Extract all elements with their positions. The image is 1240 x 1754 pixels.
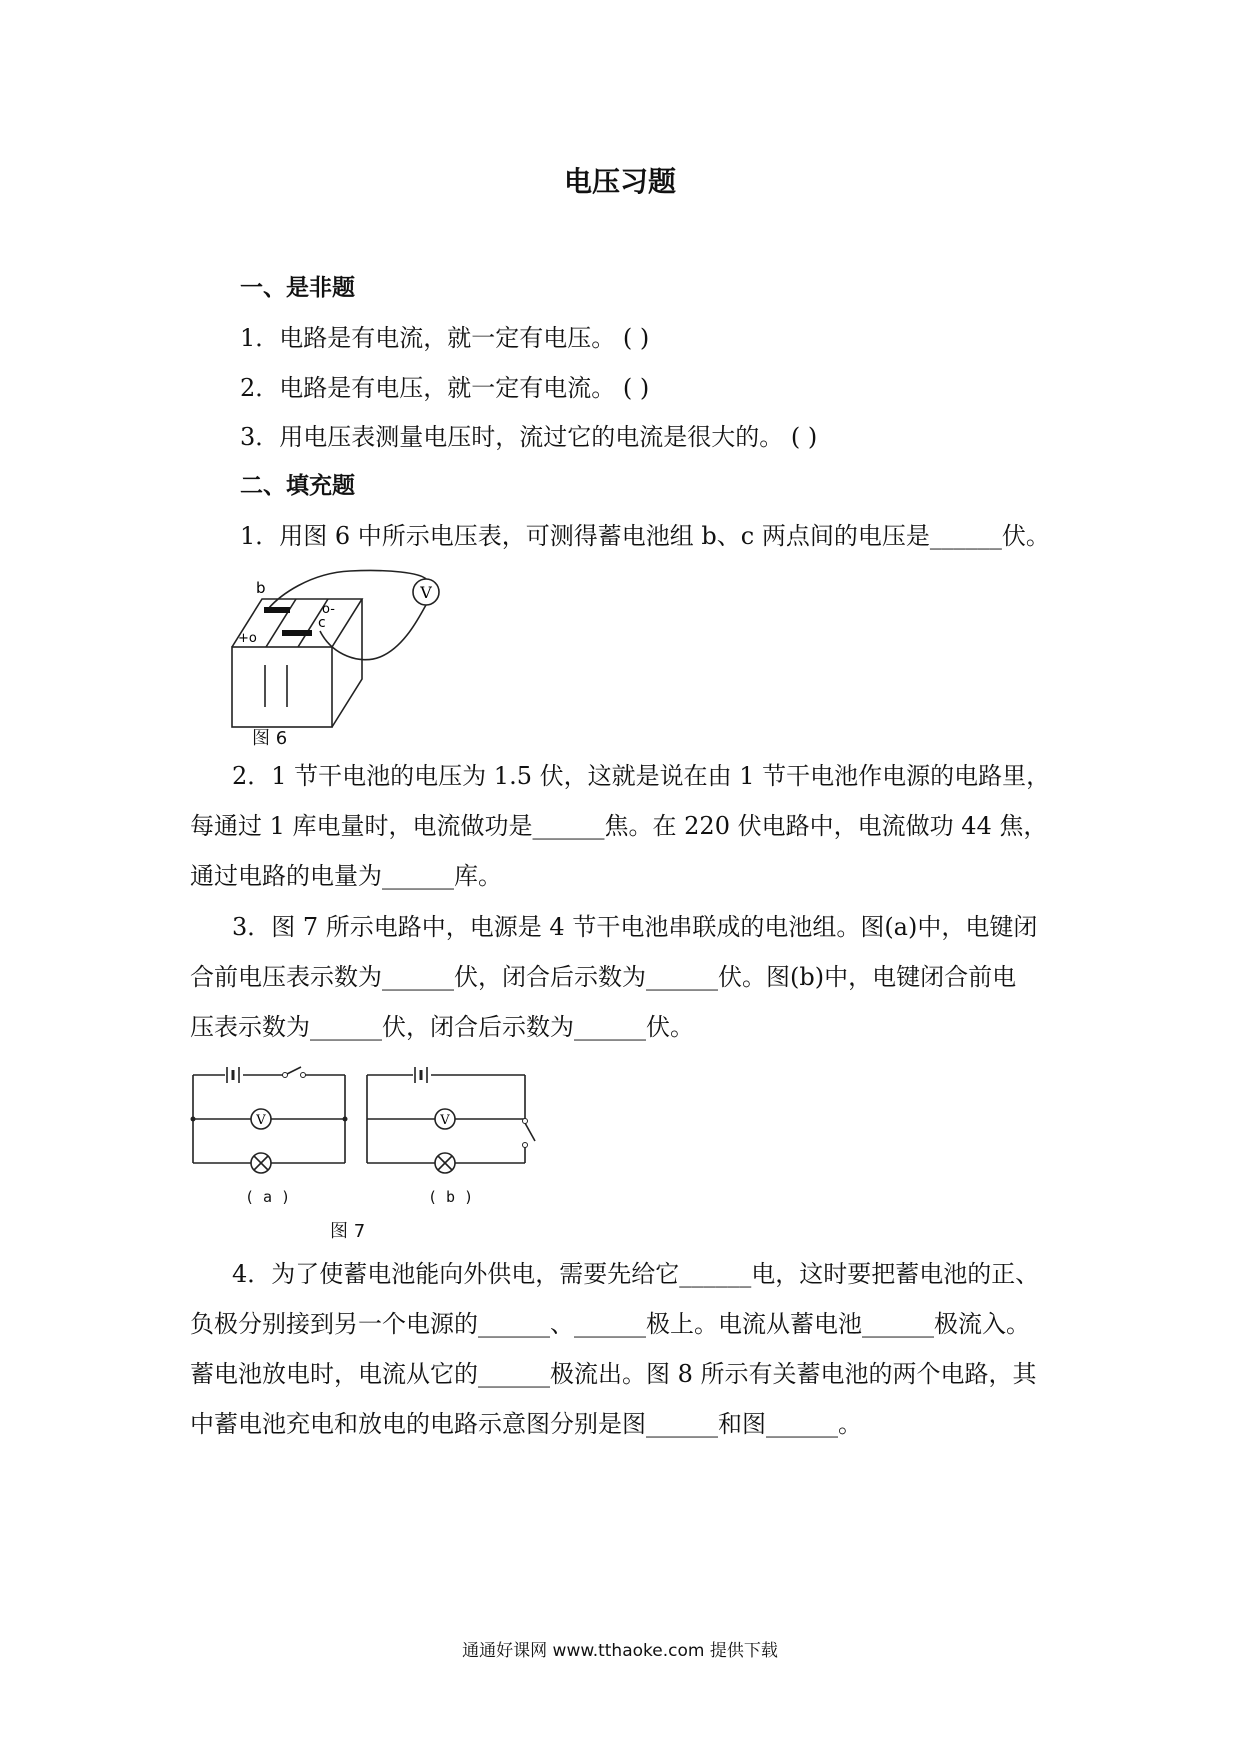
question-item: 2．电路是有电压，就一定有电流。 ( )	[240, 374, 650, 402]
question-item: 1．电路是有电流，就一定有电压。 ( )	[240, 324, 650, 352]
question-2-line: 通过电路的电量为______库。	[190, 862, 502, 890]
fig6-label-c: c	[318, 615, 326, 631]
question-4-line: 蓄电池放电时，电流从它的______极流出。图 8 所示有关蓄电池的两个电路，其	[190, 1360, 1037, 1388]
fig6-label-plus: +o	[238, 631, 257, 646]
fig7b-meter-label: V	[440, 1113, 450, 1128]
page-title: 电压习题	[563, 165, 676, 198]
question-3-line: 3．图 7 所示电路中，电源是 4 节干电池串联成的电池组。图(a)中，电键闭	[232, 913, 1038, 941]
question-4-line: 负极分别接到另一个电源的______、______极上。电流从蓄电池______极流入。	[190, 1310, 1030, 1338]
question-item: 3．用电压表测量电压时，流过它的电流是很大的。 ( )	[240, 423, 818, 451]
fig6-meter-label: V	[420, 583, 432, 602]
figure-6-battery-diagram	[220, 565, 460, 735]
figure-6-caption: 图 6	[252, 728, 288, 749]
fig7a-meter-label: V	[256, 1113, 266, 1128]
fig6-label-b: b	[256, 579, 266, 597]
figure-7-caption: 图 7	[330, 1221, 366, 1242]
figure-7-circuits	[185, 1055, 545, 1175]
question-2-line: 每通过 1 库电量时，电流做功是______焦。在 220 伏电路中，电流做功 44 焦，	[190, 812, 1048, 840]
question-2-line: 2．1 节干电池的电压为 1.5 伏，这就是说在由 1 节干电池作电源的电路里，	[232, 762, 1051, 790]
question-4-line: 中蓄电池充电和放电的电路示意图分别是图______和图______。	[190, 1410, 862, 1438]
figure-7b-label: ( b )	[428, 1188, 474, 1206]
question-3-line: 合前电压表示数为______伏，闭合后示数为______伏。图(b)中，电键闭合前电	[190, 963, 1017, 991]
question-4-line: 4．为了使蓄电池能向外供电，需要先给它______电，这时要把蓄电池的正、	[232, 1260, 1040, 1288]
page-footer: 通通好课网 www.tthaoke.com 提供下载	[462, 1641, 778, 1661]
figure-7a-label: ( a )	[245, 1188, 291, 1206]
question-3-line: 压表示数为______伏，闭合后示数为______伏。	[190, 1013, 694, 1041]
section-heading-fill-in: 二、填充题	[240, 473, 355, 499]
fig6-label-minus: o-	[322, 602, 335, 617]
question-1: 1．用图 6 中所示电压表，可测得蓄电池组 b、c 两点间的电压是______伏。	[240, 522, 1050, 550]
section-heading-true-false: 一、是非题	[240, 275, 355, 301]
